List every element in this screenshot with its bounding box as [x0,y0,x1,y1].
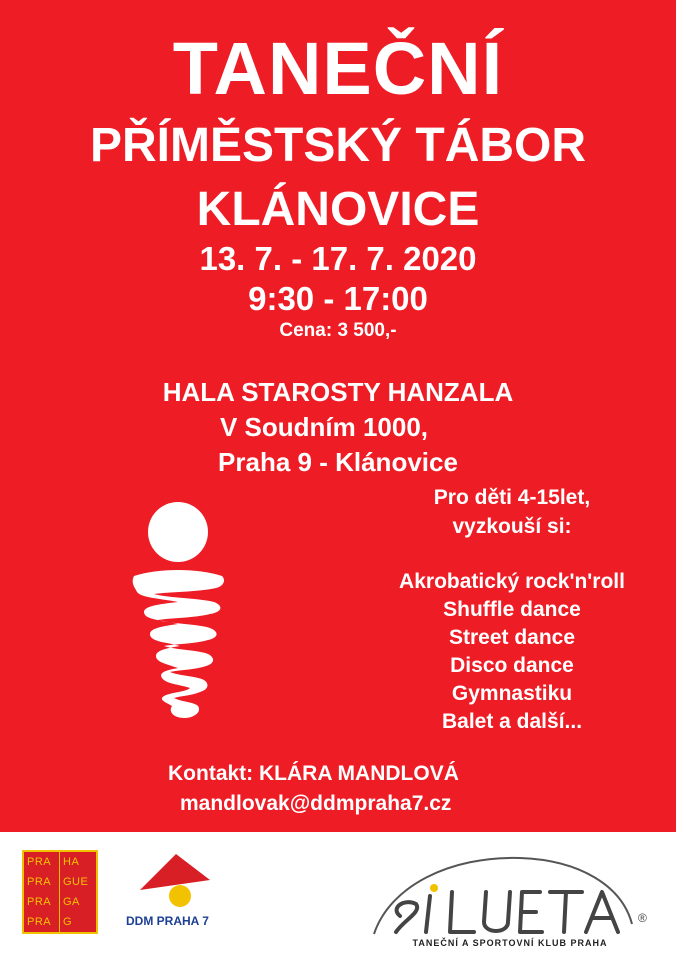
poster-dates: 13. 7. - 17. 7. 2020 [199,240,477,277]
praha-logo-cell: PRA [24,872,60,892]
poster-title: TANEČNÍ [172,27,504,110]
praha-logo-cell: PRA [24,912,60,932]
praha-logo-cell: GUE [63,876,89,888]
activity-item: Gymnastiku [451,682,573,705]
audience-line: Pro děti 4-15let, [433,486,591,509]
address-venue: HALA STAROSTY HANZALA [162,377,514,407]
activities-list [352,568,672,736]
praha-logo [22,850,98,934]
poster-location: KLÁNOVICE [196,183,480,236]
praha-logo-cell: GA [63,896,80,908]
praha-logo-cell: G [63,916,73,928]
activity-item: Akrobatický rock'n'roll [399,570,625,593]
silueta-subtitle: TANEČNÍ A SPORTOVNÍ KLUB PRAHA [412,938,608,948]
ddm-label: DDM PRAHA 7 [126,914,209,928]
activity-item: Balet a další... [441,710,583,733]
contact-label: Kontakt: KLÁRA MANDLOVÁ [168,762,459,785]
registered-mark: ® [638,911,647,925]
dancer-figure-icon [128,502,228,722]
poster-time: 9:30 - 17:00 [248,280,428,317]
praha-logo-cell: HA [63,856,80,868]
poster-price: Cena: 3 500,- [279,320,397,341]
activity-item: Disco dance [450,654,574,677]
contact-email[interactable]: mandlovak@ddmpraha7.cz [180,792,452,815]
praha-logo-cell: PRA [24,852,60,872]
activity-item: Shuffle dance [443,598,581,621]
audience-try-line: vyzkouší si: [452,515,572,538]
address-street: V Soudním 1000, [219,412,429,442]
activity-item: Street dance [448,626,576,649]
poster-subtitle: PŘÍMĚSTSKÝ TÁBOR [89,119,587,172]
address-city: Praha 9 - Klánovice [218,447,458,477]
praha-logo-cell: PRA [24,892,60,912]
